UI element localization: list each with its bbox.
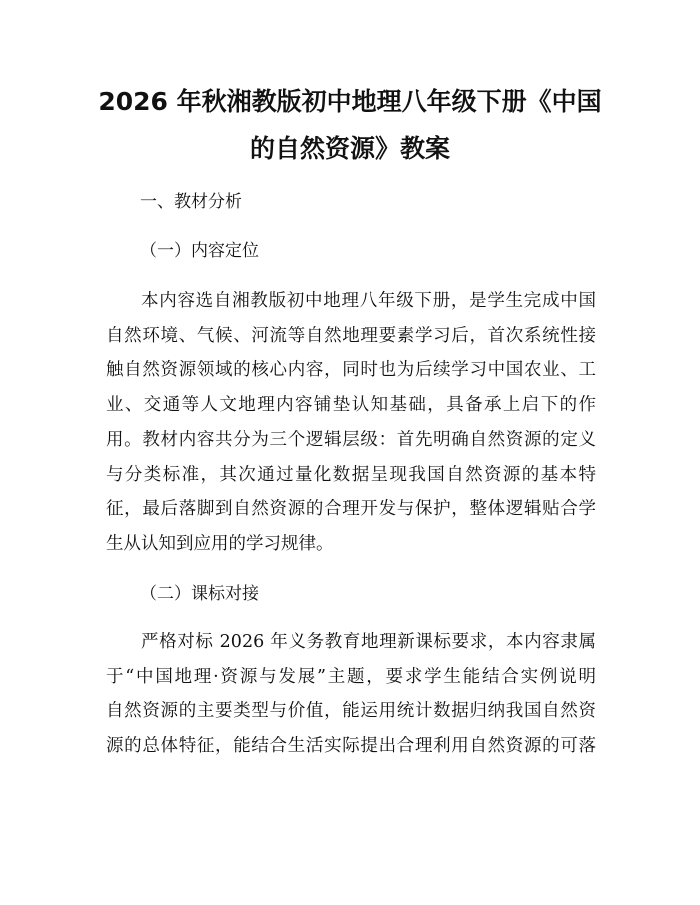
paragraph-line: 于“中国地理·资源与发展”主题，要求学生能结合实例说明: [106, 666, 596, 687]
paragraph-content-positioning: [106, 284, 596, 562]
document-title-line-1: 2026 年秋湘教版初中地理八年级下册《中国: [98, 87, 602, 116]
subsection-heading-curriculum-alignment: （二）课标对接: [140, 584, 259, 604]
document-title-line-2: 的自然资源》教案: [249, 134, 450, 163]
paragraph-line: 业、交通等人文地理内容铺垫认知基础，具备承上启下的作: [106, 395, 596, 416]
paragraph-line: 自然环境、气候、河流等自然地理要素学习后，首次系统性接: [106, 325, 596, 346]
paragraph-line: 用。教材内容共分为三个逻辑层级：首先明确自然资源的定义: [106, 429, 596, 450]
paragraph-line: 自然资源的主要类型与价值，能运用统计数据归纳我国自然资: [106, 701, 596, 722]
paragraph-line: 严格对标 2026 年义务教育地理新课标要求，本内容隶属: [141, 632, 596, 652]
paragraph-line: 征，最后落脚到自然资源的合理开发与保护，整体逻辑贴合学: [106, 499, 596, 520]
paragraph-line: 生从认知到应用的学习规律。: [106, 533, 334, 554]
paragraph-line: 触自然资源领域的核心内容，同时也为后续学习中国农业、工: [106, 360, 596, 381]
section-heading-textbook-analysis: 一、教材分析: [140, 192, 242, 212]
paragraph-line: 本内容选自湘教版初中地理八年级下册，是学生完成中国: [141, 291, 596, 311]
paragraph-line: 与分类标准，其次通过量化数据呈现我国自然资源的基本特: [106, 464, 596, 485]
paragraph-line: 源的总体特征，能结合生活实际提出合理利用自然资源的可落: [106, 736, 596, 757]
paragraph-curriculum-alignment: [106, 625, 596, 764]
subsection-heading-content-positioning: （一）内容定位: [140, 241, 259, 261]
